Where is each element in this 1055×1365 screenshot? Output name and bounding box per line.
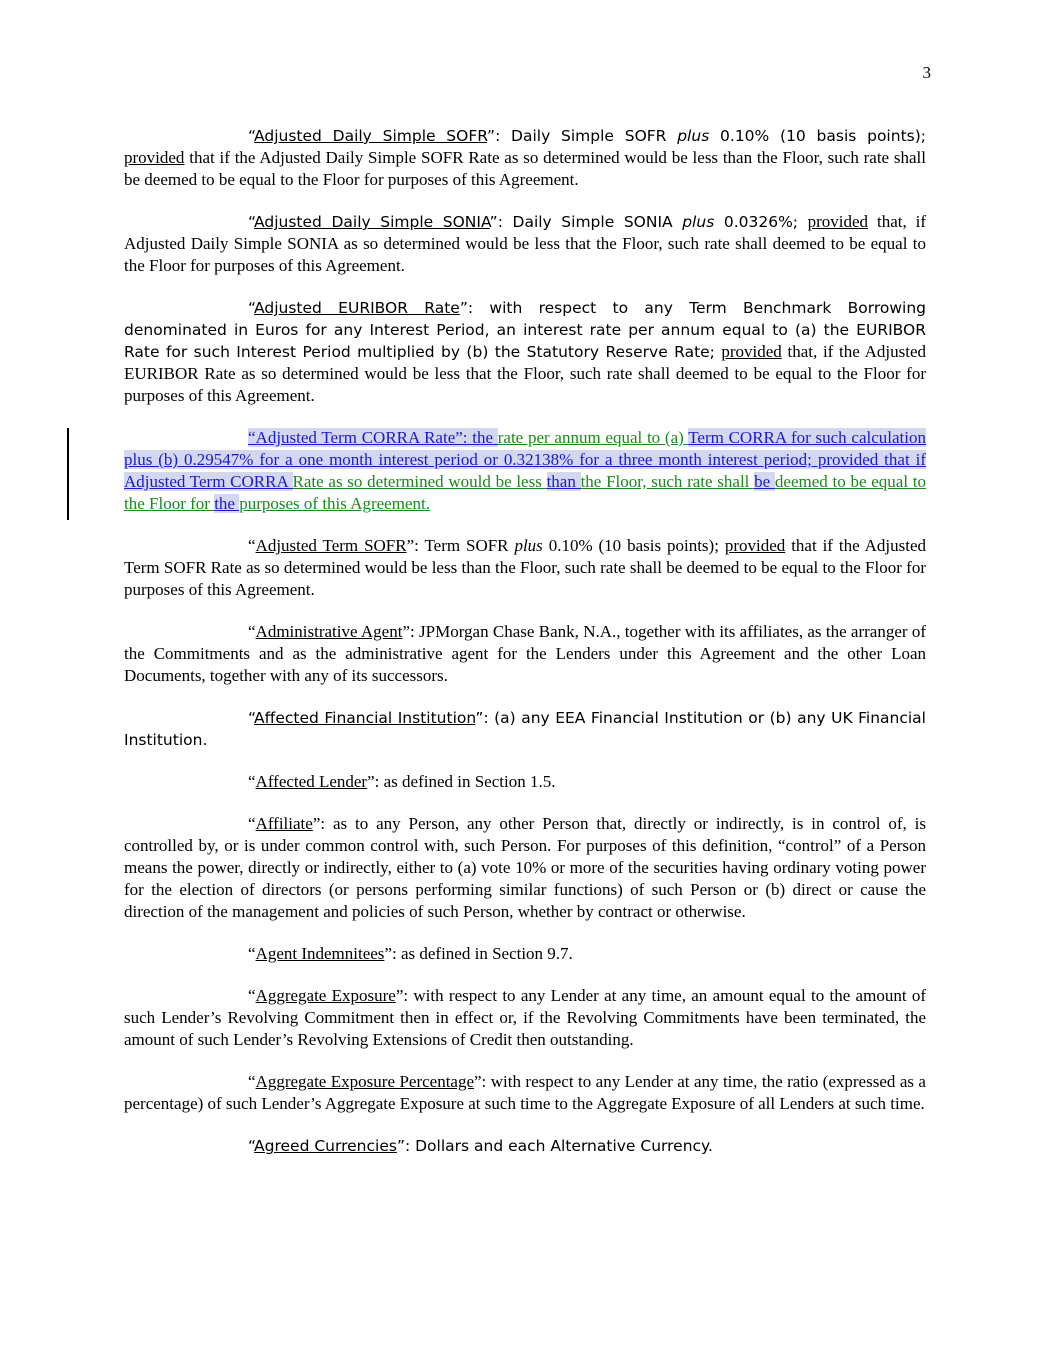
inserted-text: the [214, 494, 240, 513]
defined-term: Affected Financial Institution [254, 709, 476, 727]
inserted-text: purposes of this Agreement. [239, 494, 430, 513]
definition-agent-indemnitees: “Agent Indemnitees”: as defined in Section 9.7. [248, 944, 573, 963]
inserted-text: than [546, 472, 581, 491]
definition-affiliate: “Affiliate”: as to any Person, any other Person that, directly or indirectly, is in control of, is controlled by, or is under common control with, such Person. For purposes of this definition, “control” of a Person means the power, directly or indirectly, either to (a) vote 10% or more of the securities having ordinary voting power for the election of directors (or persons performing similar functions) of such Person or (b) direct or cause the direction of the management and policies of such Person, whether by contract or otherwise. [124, 814, 926, 921]
revision-change-bar [67, 428, 69, 520]
definition-adjusted-daily-simple-sofr: “Adjusted Daily Simple SOFR”: Daily Simple SOFR plus 0.10% (10 basis points); provided that if the Adjusted Daily Simple SOFR Rate as so determined would be less than the Floor, such rate shall be deemed to be equal to the Floor for purposes of this Agreement. [124, 127, 926, 189]
inserted-text: Term CORRA for such calculation plus (b) 0.29547% for a one month interest period or 0.32138% for a three month interest period; provided that if Adjusted Term CORRA [124, 428, 926, 491]
definition-affected-financial-institution: “Affected Financial Institution”: (a) any EEA Financial Institution or (b) any UK Financial Institution. [124, 709, 926, 749]
definition-agreed-currencies: “Agreed Currencies”: Dollars and each Alternative Currency. [248, 1137, 713, 1155]
defined-term: Affected Lender [255, 772, 368, 791]
defined-term: Adjusted EURIBOR Rate [254, 299, 460, 317]
definition-affected-lender: “Affected Lender”: as defined in Section 1.5. [248, 772, 556, 791]
page-number: 3 [922, 63, 931, 82]
defined-term: Adjusted Daily Simple SONIA [254, 213, 490, 231]
inserted-text: rate per annum equal to (a) [497, 428, 689, 447]
definition-adjusted-term-corra-rate [124, 427, 926, 515]
defined-term: Affiliate [255, 814, 313, 833]
defined-term: Agreed Currencies [254, 1137, 397, 1155]
definition-aggregate-exposure-percentage: “Aggregate Exposure Percentage”: with respect to any Lender at any time, the ratio (expressed as a percentage) of such Lender’s Aggregate Exposure at such time to the Aggregate Exposure of all Lenders at such time. [124, 1072, 926, 1113]
definition-aggregate-exposure: “Aggregate Exposure”: with respect to any Lender at any time, an amount equal to the amount of such Lender’s Revolving Commitment then in effect or, if the Revolving Commitments have been terminated, the amount of such Lender’s Revolving Extensions of Credit then outstanding. [124, 986, 926, 1049]
inserted-text: the Floor, such rate shall [580, 472, 755, 491]
defined-term: Adjusted Term SOFR [255, 536, 407, 555]
definition-administrative-agent: “Administrative Agent”: JPMorgan Chase Bank, N.A., together with its affiliates, as the arranger of the Commitments and as the administrative agent for the Lenders under this Agreement and the other Loan Documents, together with any of its successors. [124, 622, 926, 685]
definition-adjusted-daily-simple-sonia: “Adjusted Daily Simple SONIA”: Daily Simple SONIA plus 0.0326%; provided that, if Adjusted Daily Simple SONIA as so determined would be less that the Floor, such rate shall deemed to be equal to the Floor for purposes of this Agreement. [124, 212, 926, 275]
inserted-text: be [754, 472, 775, 491]
defined-term: Aggregate Exposure Percentage [255, 1072, 475, 1091]
defined-term: Adjusted Daily Simple SOFR [254, 127, 488, 145]
definitions-body [124, 125, 926, 1177]
defined-term: Aggregate Exposure [255, 986, 396, 1005]
definition-adjusted-euribor-rate: “Adjusted EURIBOR Rate”: with respect to any Term Benchmark Borrowing denominated in Euros for any Interest Period, an interest rate per annum equal to (a) the EURIBOR Rate for such Interest Period multiplied by (b) the Statutory Reserve Rate; provided that, if the Adjusted EURIBOR Rate as so determined would be less that the Floor, such rate shall deemed to be equal to the Floor for purposes of this Agreement. [124, 299, 926, 405]
definition-adjusted-term-sofr: “Adjusted Term SOFR”: Term SOFR plus 0.10% (10 basis points); provided that if the Adjusted Term SOFR Rate as so determined would be less than the Floor, such rate shall be deemed to be equal to the Floor for purposes of this Agreement. [124, 536, 926, 599]
inserted-text: “Adjusted Term CORRA Rate”: the [248, 428, 498, 447]
inserted-text: deemed to be equal to the Floor for [124, 472, 926, 513]
inserted-text: Rate as so determined would be less [292, 472, 547, 491]
defined-term: Administrative Agent [255, 622, 403, 641]
defined-term: Agent Indemnitees [255, 944, 385, 963]
